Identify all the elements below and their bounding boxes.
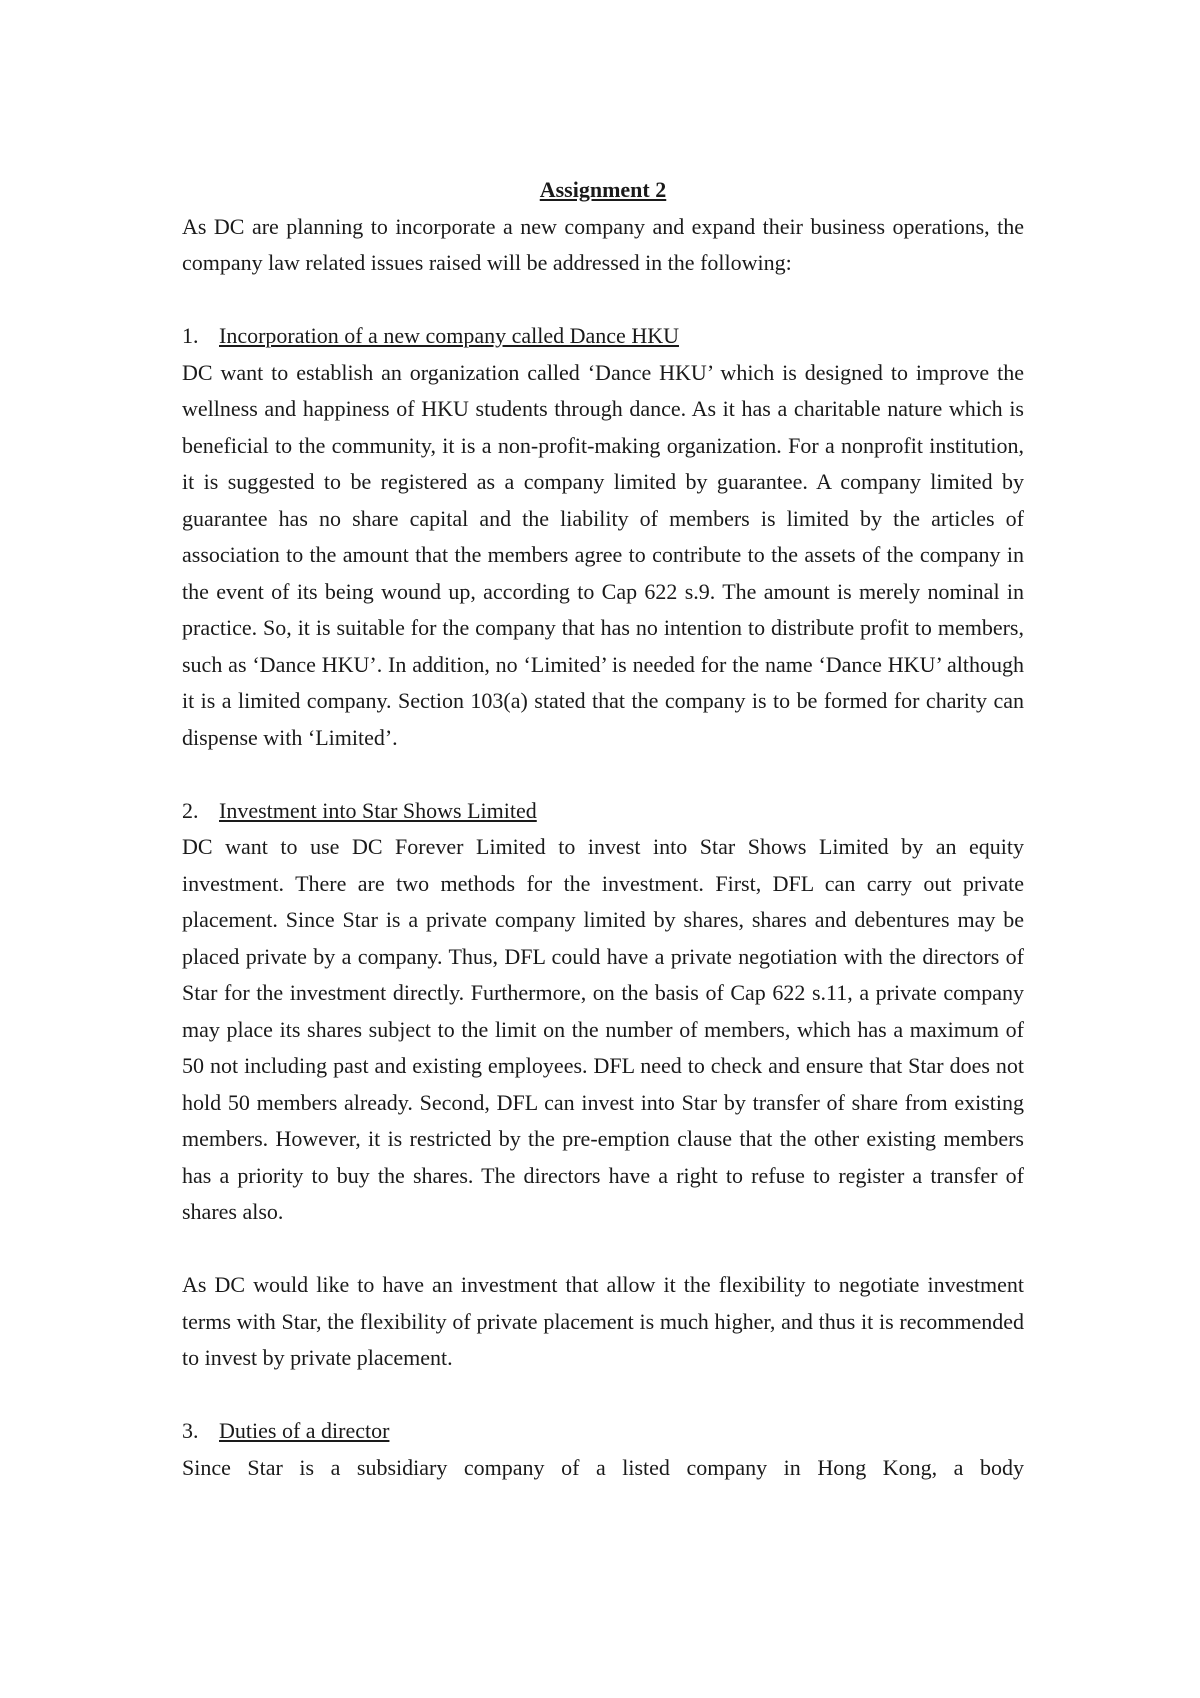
section-number: 3. <box>182 1418 199 1443</box>
section-heading <box>182 318 1024 355</box>
section-number: 2. <box>182 797 199 823</box>
document-title: Assignment 2 <box>539 177 667 202</box>
section-heading <box>182 793 1024 830</box>
intro-paragraph: As DC are planning to incorporate a new company and expand their business operations, the company law related issues raised will be addressed in the following: <box>182 213 1024 275</box>
section-paragraph: DC want to use DC Forever Limited to invest into Star Shows Limited by an equity investment. There are two methods for the investment. First, DFL can carry out private placement. Since Star is a private company limited by shares, shares and debentures may be placed private by a company. Thus, DFL could have a private negotiation with the directors of Star for the investment directly. Furthermore, on the basis of Cap 622 s.11, a private company may place its shares subject to the limit on the number of members, which has a maximum of 50 not including past and existing employees. DFL need to check and ensure that Star does not hold 50 members already. Second, DFL can invest into Star by transfer of share from existing members. However, it is restricted by the pre-emption clause that the other existing members has a priority to buy the shares. The directors have a right to refuse to register a transfer of shares also. <box>182 834 1024 1224</box>
spacer <box>182 1231 1024 1268</box>
section-paragraph: As DC would like to have an investment that allow it the flexibility to negotiate investment terms with Star, the flexibility of private placement is much higher, and thus it is recommended to invest by private placement. <box>182 1272 1024 1370</box>
section-number: 1. <box>182 323 199 348</box>
section-paragraph: DC want to establish an organization called ‘Dance HKU’ which is designed to improve the wellness and happiness of HKU students through dance. As it has a charitable nature which is beneficial to the community, it is a non-profit-making organization. For a nonprofit institution, it is suggested to be registered as a company limited by guarantee. A company limited by guarantee has no share capital and the liability of members is limited by the articles of association to the amount that the members agree to contribute to the assets of the company in the event of its being wound up, according to Cap 622 s.9. The amount is merely nominal in practice. So, it is suitable for the company that has no intention to distribute profit to members, such as ‘Dance HKU’. In addition, no ‘Limited’ is needed for the name ‘Dance HKU’ although it is a limited company. Section 103(a) stated that the company is to be formed for charity can dispense with ‘Limited’. <box>182 359 1024 750</box>
document-body <box>182 172 1024 1486</box>
section-paragraph: Since Star is a subsidiary company of a listed company in Hong Kong, a body <box>182 1454 1024 1480</box>
section-heading <box>182 1413 1024 1450</box>
spacer <box>182 282 1024 319</box>
section-title: Incorporation of a new company called Dance HKU <box>219 323 679 348</box>
spacer <box>182 1377 1024 1414</box>
section-title: Duties of a director <box>219 1418 390 1443</box>
section-title: Investment into Star Shows Limited <box>219 797 537 823</box>
spacer <box>182 756 1024 793</box>
